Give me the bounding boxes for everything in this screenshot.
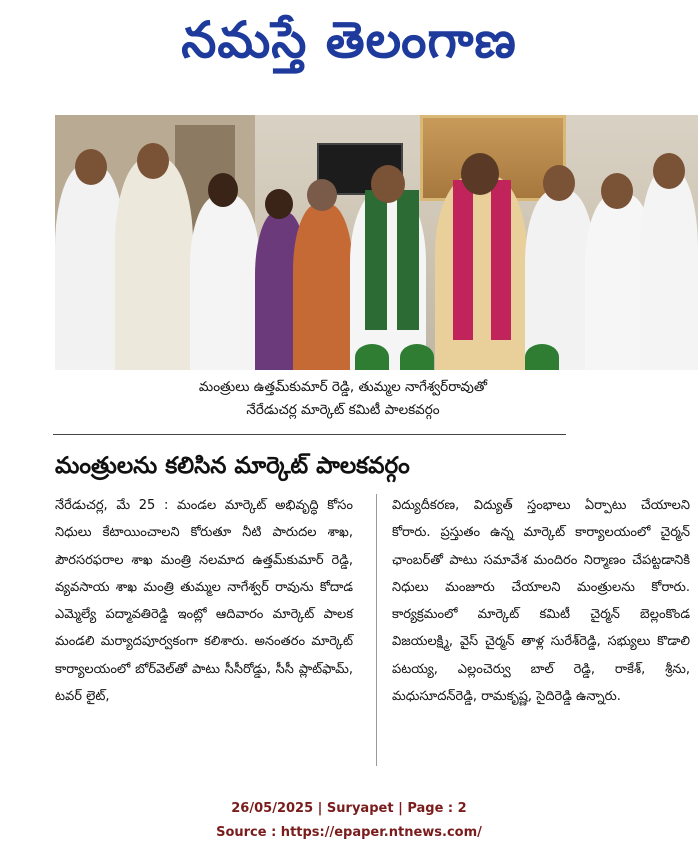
photo-plant: [355, 344, 389, 370]
caption-line-2: నేరేడుచర్ల మార్కెట్ కమిటీ పాలకవర్గం: [246, 402, 440, 418]
photo-shawl: [491, 180, 511, 340]
photo-person: [190, 195, 260, 370]
photo-person: [640, 170, 698, 370]
photo-head: [543, 165, 575, 201]
photo-head: [208, 173, 238, 207]
caption-line-1: మంత్రులు ఉత్తమ్‌కుమార్ రెడ్డి, తుమ్మల నాగేశ్వర్‌రావుతో: [198, 379, 488, 395]
photo-shawl: [397, 190, 419, 330]
footer: [0, 797, 698, 845]
caption-divider: [53, 434, 566, 435]
photo-head: [265, 189, 293, 219]
photo-person: [293, 204, 353, 370]
photo-head: [461, 153, 499, 195]
photo-head: [137, 143, 169, 179]
photo-shawl: [365, 190, 387, 330]
photo-shawl: [453, 180, 473, 340]
newspaper-logo: నమస్తే తెలంగాణ: [181, 11, 517, 69]
photo-plant: [400, 344, 434, 370]
footer-date-edition: 26/05/2025 | Suryapet | Page : 2: [231, 801, 467, 816]
article-column-right: విద్యుదీకరణ, విద్యుత్ స్తంభాలు ఏర్పాటు చేయాలని కోరారు. ప్రస్తుతం ఉన్న మార్కెట్ కార్యాలయంలో చైర్మన్ ఛాంబర్‌తో పాటు సమావేశ మందిరం నిర్మాణం చేపట్టడానికి నిధులు మంజూరు చేయాలని మంత్రులను కోరారు. కార్యక్రమంలో మార్కెట్ కమిటీ చైర్మన్ బెల్లంకొండ విజయలక్ష్మి, వైస్ చైర్మన్ తాళ్ల సురేశ్‌రెడ్డి, సభ్యులు కొడాలి పటయ్య, ఎల్లంచెర్వు బాల్ రెడ్డి, రాకేశ్, శ్రీను, మధుసూదన్‌రెడ్డి, రామకృష్ణ, సైదిరెడ్డి ఉన్నారు.: [392, 498, 690, 705]
photo-head: [371, 165, 405, 203]
article-column-left: నేరేడుచర్ల, మే 25 : మండల మార్కెట్ అభివృద్ధి కోసం నిధులు కేటాయించాలని కోరుతూ నీటి పారుదల శాఖ, పౌరసరఫరాల శాఖ మంత్రి నలమాద ఉత్తమ్‌కుమార్ రెడ్డి, వ్యవసాయ శాఖ మంత్రి తుమ్మల నాగేశ్వర్ రావును కోదాడ ఎమ్మెల్యే పద్మావతిరెడ్డి ఇంట్లో ఆదివారం మార్కెట్ పాలక మండలి మర్యాదపూర్వకంగా కలిశారు. అనంతరం మార్కెట్ కార్యాలయంలో బోర్‌వెల్‌తో పాటు సీసీరోడ్డు, సీసీ ప్లాట్‌ఫామ్, టవర్ లైట్,: [55, 498, 353, 705]
photo-person: [435, 175, 527, 370]
photo-person: [115, 158, 193, 370]
masthead: [0, 0, 698, 80]
footer-source: Source : https://epaper.ntnews.com/: [216, 825, 482, 840]
photo-head: [307, 179, 337, 211]
photo-head: [75, 149, 107, 185]
photo-head: [653, 153, 685, 189]
news-photo: [55, 115, 698, 370]
column-divider: [376, 494, 377, 766]
photo-plant: [525, 344, 559, 370]
article-headline: మంత్రులను కలిసిన మార్కెట్ పాలకవర్గం: [55, 453, 410, 479]
photo-caption: [143, 376, 543, 422]
photo-head: [601, 173, 633, 209]
